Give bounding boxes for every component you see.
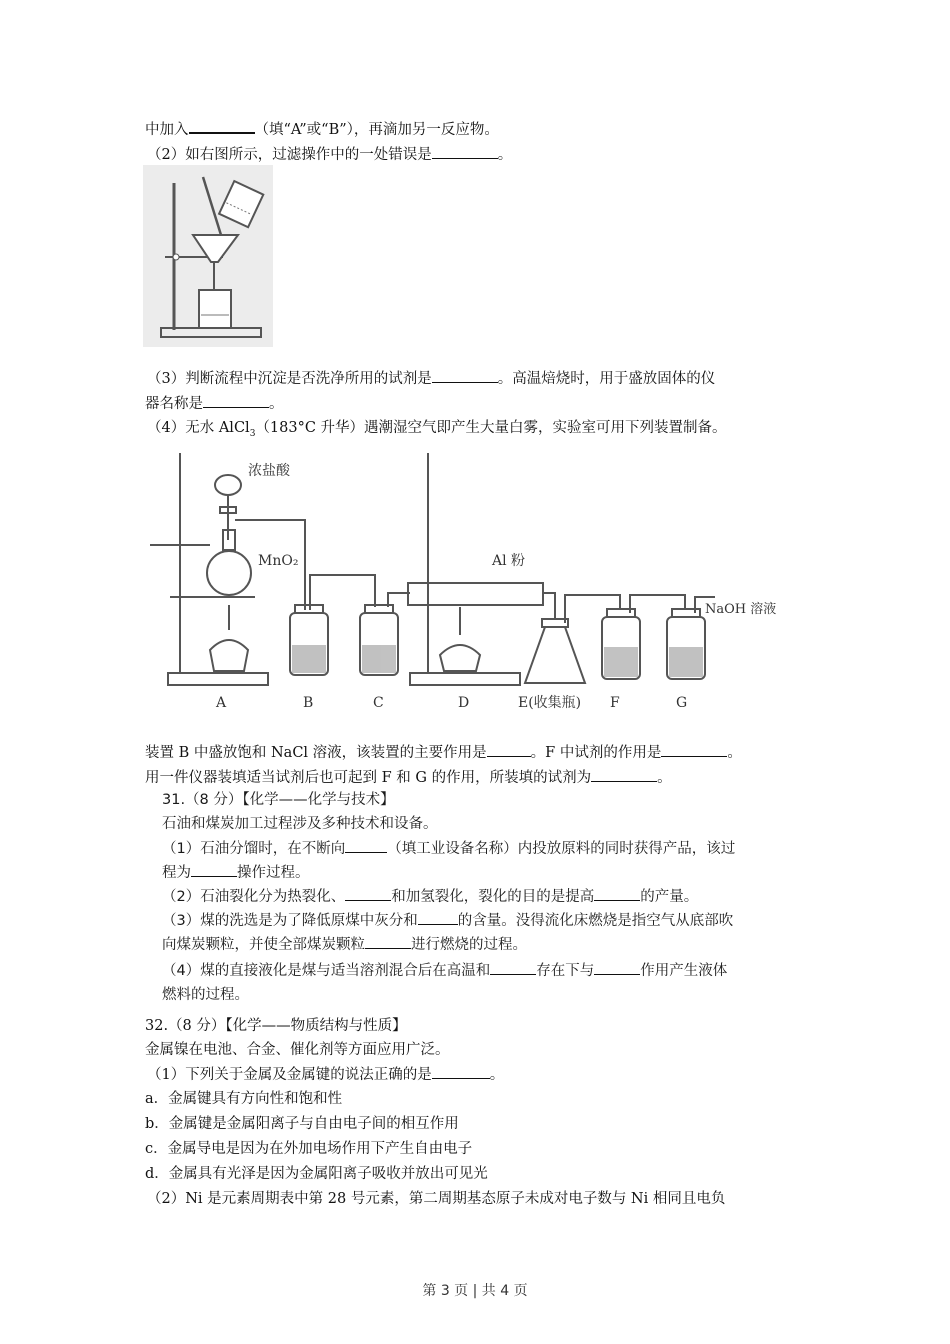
answer-blank xyxy=(203,393,269,408)
text: 中加入 xyxy=(145,122,189,138)
label-al: Al 粉 xyxy=(492,553,526,569)
answer-blank xyxy=(490,960,536,975)
text: 。 xyxy=(497,147,513,163)
text: （3）煤的洗选是为了降低原煤中灰分和 xyxy=(162,913,418,929)
text: （3）判断流程中沉淀是否洗净所用的试剂是 xyxy=(147,371,432,387)
answer-blank xyxy=(432,1064,490,1079)
text-line xyxy=(162,910,733,931)
option-a: a．金属键具有方向性和饱和性 xyxy=(145,1091,343,1107)
answer-blank xyxy=(191,862,237,877)
text: 程为 xyxy=(162,865,191,881)
text: （183°C 升华）遇潮湿空气即产生大量白雾，实验室可用下列装置制备。 xyxy=(255,420,727,436)
label-C: C xyxy=(373,695,384,711)
label-G: G xyxy=(676,695,688,711)
answer-blank xyxy=(345,886,391,901)
text: （2）石油裂化分为热裂化、 xyxy=(162,889,346,905)
page-footer: 第 3 页 | 共 4 页 xyxy=(422,1283,528,1299)
text: 的含量。没得流化床燃烧是指空气从底部吹 xyxy=(457,913,734,929)
text-line xyxy=(145,118,499,140)
option-d: d．金属具有光泽是因为金属阳离子吸收并放出可见光 xyxy=(145,1166,488,1182)
text-line xyxy=(147,1064,504,1085)
text: 。F 中试剂的作用是 xyxy=(530,745,662,761)
text-line xyxy=(162,862,310,883)
q31-intro: 石油和煤炭加工过程涉及多种技术和设备。 xyxy=(162,816,438,832)
label-B: B xyxy=(303,695,314,711)
text-line xyxy=(147,368,715,389)
alcl3-apparatus-figure xyxy=(140,445,800,715)
text-line xyxy=(162,886,698,907)
option-c: c．金属导电是因为在外加电场作用下产生自由电子 xyxy=(145,1141,473,1157)
text: （4）无水 AlCl xyxy=(147,420,250,436)
label-mno2: MnO₂ xyxy=(258,553,299,569)
answer-blank xyxy=(594,960,640,975)
text: （4）煤的直接液化是煤与适当溶剂混合后在高温和 xyxy=(162,963,491,979)
text: 向煤炭颗粒，并使全部煤炭颗粒 xyxy=(162,937,365,953)
answer-blank xyxy=(661,742,727,757)
text: 用一件仪器装填适当试剂后也可起到 F 和 G 的作用，所装填的试剂为 xyxy=(145,770,592,786)
text-line xyxy=(162,934,527,955)
option-b: b．金属键是金属阳离子与自由电子间的相互作用 xyxy=(145,1116,459,1132)
subscript: 3 xyxy=(249,428,256,439)
text-line xyxy=(145,393,284,414)
text: 。 xyxy=(657,770,672,786)
answer-blank xyxy=(365,934,411,949)
text-line xyxy=(145,767,672,788)
text: 。高温焙烧时，用于盛放固体的仪 xyxy=(497,371,716,387)
label-F: F xyxy=(610,695,620,711)
text: 作用产生液体 xyxy=(640,963,728,979)
filtration-apparatus-figure xyxy=(143,165,273,347)
text-line xyxy=(162,960,727,981)
label-D: D xyxy=(458,695,470,711)
text-line xyxy=(145,742,742,763)
answer-blank xyxy=(432,368,498,383)
answer-blank xyxy=(487,742,531,757)
text: 操作过程。 xyxy=(237,865,310,881)
q32-intro: 金属镍在电池、合金、催化剂等方面应用广泛。 xyxy=(145,1042,450,1058)
text-line xyxy=(147,144,512,165)
text: 。 xyxy=(727,745,742,761)
text-line xyxy=(147,418,727,444)
text: 器名称是 xyxy=(145,396,203,412)
answer-blank xyxy=(591,767,657,782)
label-E: E(收集瓶) xyxy=(518,695,582,711)
answer-blank xyxy=(345,838,387,853)
text: （填工业设备名称）内投放原料的同时获得产品，该过 xyxy=(387,841,736,857)
text: （2）如右图所示，过滤操作中的一处错误是 xyxy=(147,147,432,163)
q32-title: 32.（8 分）【化学——物质结构与性质】 xyxy=(145,1018,407,1034)
answer-blank xyxy=(594,886,640,901)
text: （1）下列关于金属及金属键的说法正确的是 xyxy=(147,1067,432,1083)
text-line: 燃料的过程。 xyxy=(162,987,249,1003)
label-hcl: 浓盐酸 xyxy=(248,463,290,479)
text-line: （2）Ni 是元素周期表中第 28 号元素，第二周期基态原子未成对电子数与 Ni 相同且电负 xyxy=(147,1191,726,1207)
answer-blank xyxy=(189,118,255,134)
answer-blank xyxy=(418,910,458,925)
q31-title: 31.（8 分）【化学——化学与技术】 xyxy=(162,792,395,808)
label-A: A xyxy=(216,695,227,711)
text: 。 xyxy=(269,396,284,412)
text: 存在下与 xyxy=(536,963,595,979)
text: （填“A”或“B”），再滴加另一反应物。 xyxy=(254,122,499,138)
text: 和加氢裂化，裂化的目的是提高 xyxy=(391,889,595,905)
text: 装置 B 中盛放饱和 NaCl 溶液，该装置的主要作用是 xyxy=(145,745,487,761)
text-line xyxy=(162,838,735,859)
text: 的产量。 xyxy=(640,889,699,905)
label-naoh: NaOH 溶液 xyxy=(705,602,777,617)
text: 。 xyxy=(489,1067,505,1083)
text: （1）石油分馏时，在不断向 xyxy=(162,841,346,857)
answer-blank xyxy=(432,144,498,159)
text: 进行燃烧的过程。 xyxy=(411,937,527,953)
